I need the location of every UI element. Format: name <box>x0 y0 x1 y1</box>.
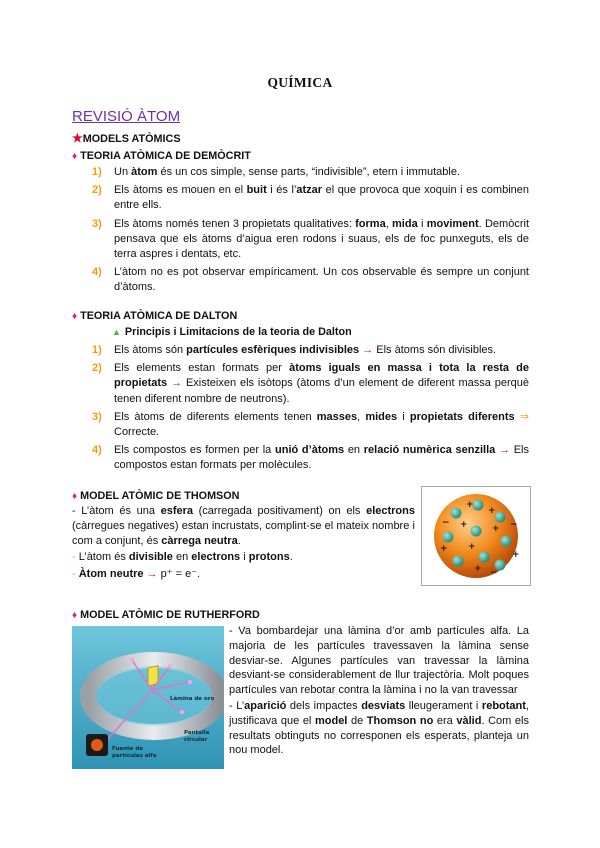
thomson-header: ♦ MODEL ATÒMIC DE THOMSON <box>72 490 240 502</box>
rutherford-text <box>229 624 529 758</box>
list-item: 2) Els àtoms es mouen en el buit i és l’atzar el que provoca que xoquin i es combinen entre ells. <box>92 184 529 212</box>
svg-text:+: + <box>460 520 468 530</box>
list-item: 1) Els àtoms són partícules esfèriques indivisibles → Els àtoms són divisibles. <box>92 344 497 356</box>
svg-text:+: + <box>474 564 482 574</box>
dalton-header: ♦ TEORIA ATÒMICA DE DALTON <box>72 310 238 322</box>
models-header: ★MODELS ATÒMICS <box>72 131 181 145</box>
arrow-icon: → <box>362 344 374 356</box>
list-item: 4) L’àtom no es pot observar empíricament. Un cos observable és sempre un conjunt d’àtoms. <box>92 266 529 294</box>
diamond-icon: ♦ <box>72 311 78 322</box>
thomson-paragraph: - L’àtom és divisible en electrons i protons. <box>72 551 293 564</box>
arrow-icon: → <box>171 377 183 390</box>
diamond-icon: ♦ <box>72 151 78 162</box>
diamond-icon: ♦ <box>72 491 78 502</box>
thomson-atom-image <box>421 486 531 586</box>
svg-text:+: + <box>468 542 476 552</box>
thomson-paragraph: - Àtom neutre → p⁺ = e⁻. <box>72 568 201 581</box>
svg-text:−: − <box>490 568 498 578</box>
diamond-icon: ♦ <box>72 610 78 621</box>
svg-text:Làmina de oro: Làmina de oro <box>170 696 215 702</box>
svg-text:circular: circular <box>184 737 208 743</box>
rutherford-paragraph: - Va bombardejar una làmina d’or amb partícules alfa. La majoria de les partícules travessaven la làmina sense desviar-se. Algunes partícules van travessar la làmina desviant-se considerablement de llur trajectòria. Molt poques partícules van rebotar contra la làmina i no la van travessar <box>229 625 529 697</box>
svg-text:+: + <box>488 506 496 516</box>
svg-text:Pantalla: Pantalla <box>184 730 210 736</box>
list-item: 4) Els compostos es formen per la unió d’àtoms en relació numèrica senzilla → Els compostos estan formats per molècules. <box>92 444 530 472</box>
svg-text:+: + <box>440 544 448 554</box>
svg-text:Fuente de: Fuente de <box>112 746 143 752</box>
rutherford-header: ♦ MODEL ATÒMIC DE RUTHERFORD <box>72 609 260 621</box>
svg-text:partículas alfa: partículas alfa <box>112 753 157 759</box>
thomson-text <box>72 504 415 582</box>
list-item: 3) Els àtoms només tenen 3 propietats qualitatives: forma, mida i moviment. Demòcrit pensava que els àtoms d’aigua eren rodons i suaus, els de foc punxeguts, els de terra aspres i dentats, etc. <box>92 217 529 261</box>
star-icon: ★ <box>72 131 83 145</box>
svg-text:+: + <box>492 524 500 534</box>
svg-text:−: − <box>510 520 518 530</box>
section-heading: REVISIÓ ÀTOM <box>72 108 181 125</box>
democrit-header: ♦ TEORIA ATÒMICA DE DEMÒCRIT <box>72 150 251 162</box>
list-item: 3) Els àtoms de diferents elements tenen masses, mides i propietats diferents ⇒ Correcte. <box>92 410 530 439</box>
page-title: QUÍMICA <box>267 75 333 90</box>
thomson-paragraph: - L’àtom és una esfera (carregada positivament) on els electrons (càrregues negatives) estan incrustats, complint-se el mateix nombre i com a conjunt, és càrrega neutra. <box>72 505 415 547</box>
list-item: 1) Un àtom és un cos simple, sense parts, “indivisible”, etern i immutable. <box>92 166 461 178</box>
svg-text:+: + <box>512 550 520 560</box>
svg-text:−: − <box>442 518 450 528</box>
arrow-icon: → <box>146 568 158 581</box>
svg-text:+: + <box>466 500 474 510</box>
dalton-list <box>92 343 529 477</box>
rutherford-experiment-image <box>72 626 224 769</box>
dalton-subheader: ▲ Principis i Limitacions de la teoria de Dalton <box>112 326 352 338</box>
rutherford-paragraph: - L’aparició dels impactes desviats lleugerament i rebotant, justificava que el model de Thomson no era vàlid. Com els resultats obtinguts no corresponen els esperats, planteja un nou model. <box>229 699 529 757</box>
list-item: 2) Els elements estan formats per àtoms iguals en massa i tota la resta de propietats → Existeixen els isòtops (àtoms d’un element de diferent massa perquè tenen diferent nombre de neutrons). <box>92 362 530 405</box>
double-arrow-icon: ⇒ <box>519 410 530 423</box>
triangle-icon: ▲ <box>112 327 121 337</box>
arrow-icon: → <box>499 444 511 457</box>
democrit-list <box>92 165 529 299</box>
